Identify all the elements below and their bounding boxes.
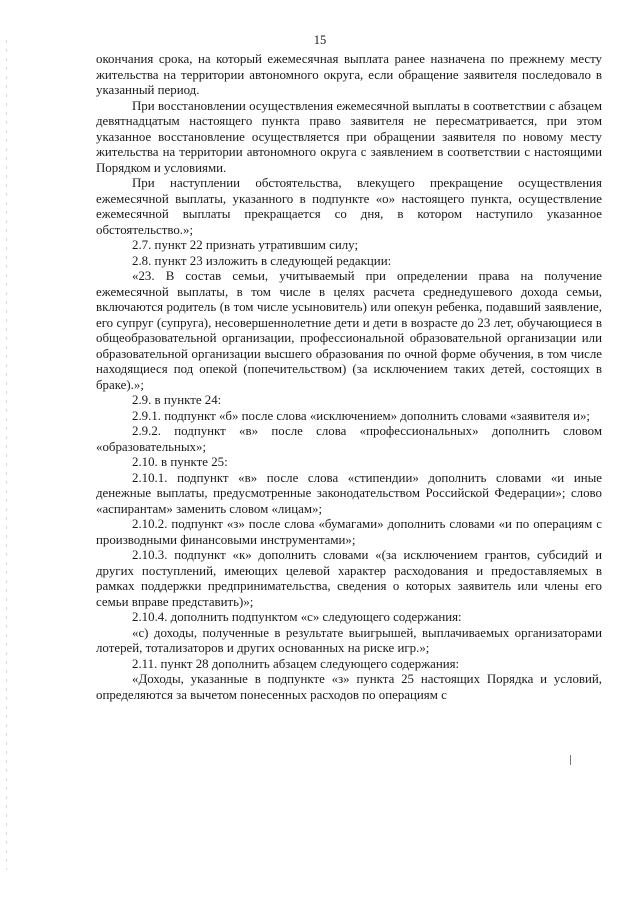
- paragraph: 2.10.2. подпункт «з» после слова «бумагами» дополнить словами «и по операциям с производными финансовыми инструментами»;: [96, 517, 602, 547]
- paragraph: 2.9.1. подпункт «б» после слова «исключением» дополнить словами «заявителя и»;: [132, 408, 590, 423]
- paragraph: 2.7. пункт 22 признать утратившим силу;: [132, 238, 359, 252]
- paragraph: «23. В состав семьи, учитываемый при определении права на получение ежемесячной выплаты, в том числе в целях расчета среднедушевого дохода семьи, включаются родитель (в том числе усыновитель) или опекун ребенка, подавший заявление, его супруг (супруга), несовершеннолетние дети и дети в возрасте до 23 лет, обучающиеся в общеобразовательной организации, профессиональной образовательной организации или образовательной организации высшего образования по очной форме обучения, в том числе находящиеся под опекой (попечительством) (за исключением таких детей, состоящих в браке).»;: [96, 269, 602, 392]
- paragraph: 2.9.2. подпункт «в» после слова «профессиональных» дополнить словом «образовательных»;: [96, 424, 602, 454]
- paragraph: 2.9. в пункте 24:: [132, 393, 222, 407]
- paragraph: При восстановлении осуществления ежемесячной выплаты в соответствии с абзацем девятнадцатым настоящего пункта право заявителя не пересматривается, при этом указанное восстановление осуществляется при обращении заявителя по новому месту жительства на территории автономного округа с заявлением в соответствии с настоящими Порядком и условиями.: [96, 98, 602, 175]
- paragraph: 2.10.3. подпункт «к» дополнить словами «(за исключением грантов, субсидий и других поступлений, имеющих целевой характер расходования и предоставляемых в рамках поддержки предпринимательства, сведения о которых заявитель или члены его семьи вправе представить)»;: [96, 548, 602, 609]
- paragraph: 2.8. пункт 23 изложить в следующей редакции:: [132, 253, 392, 268]
- paragraph: При наступлении обстоятельства, влекущего прекращение осуществления ежемесячной выплаты, указанного в подпункте «о» настоящего пункта, осуществление ежемесячной выплаты прекращается со дня, в котором наступило указанное обстоятельство.»;: [96, 176, 602, 237]
- paragraph: 2.10.4. дополнить подпунктом «с» следующего содержания:: [132, 610, 462, 624]
- paragraph: 2.11. пункт 28 дополнить абзацем следующего содержания:: [132, 656, 460, 671]
- page-number: 15: [313, 33, 327, 47]
- paragraph: «с) доходы, полученные в результате выигрышей, выплачиваемых организаторами лотерей, тотализаторов и других основанных на риске игр.»;: [96, 625, 602, 655]
- paragraph: 2.10. в пункте 25:: [132, 455, 228, 469]
- paragraph: «Доходы, указанные в подпункте «з» пункта 25 настоящих Порядка и условий, определяются за вычетом понесенных расходов по операциям с: [96, 672, 602, 702]
- scan-edge-line: [6, 40, 7, 870]
- margin-mark: [570, 755, 571, 765]
- paragraph: 2.10.1. подпункт «в» после слова «стипендии» дополнить словами «и иные денежные выплаты, предусмотренные законодательством Российской Федерации»; слово «аспирантам» заменить словом «лицам»;: [96, 470, 602, 516]
- document-body: [96, 52, 602, 703]
- paragraph-continuation: окончания срока, на который ежемесячная выплата ранее назначена по прежнему месту жительства на территории автономного округа, если обращение заявителя последовало в указанный период.: [96, 52, 602, 97]
